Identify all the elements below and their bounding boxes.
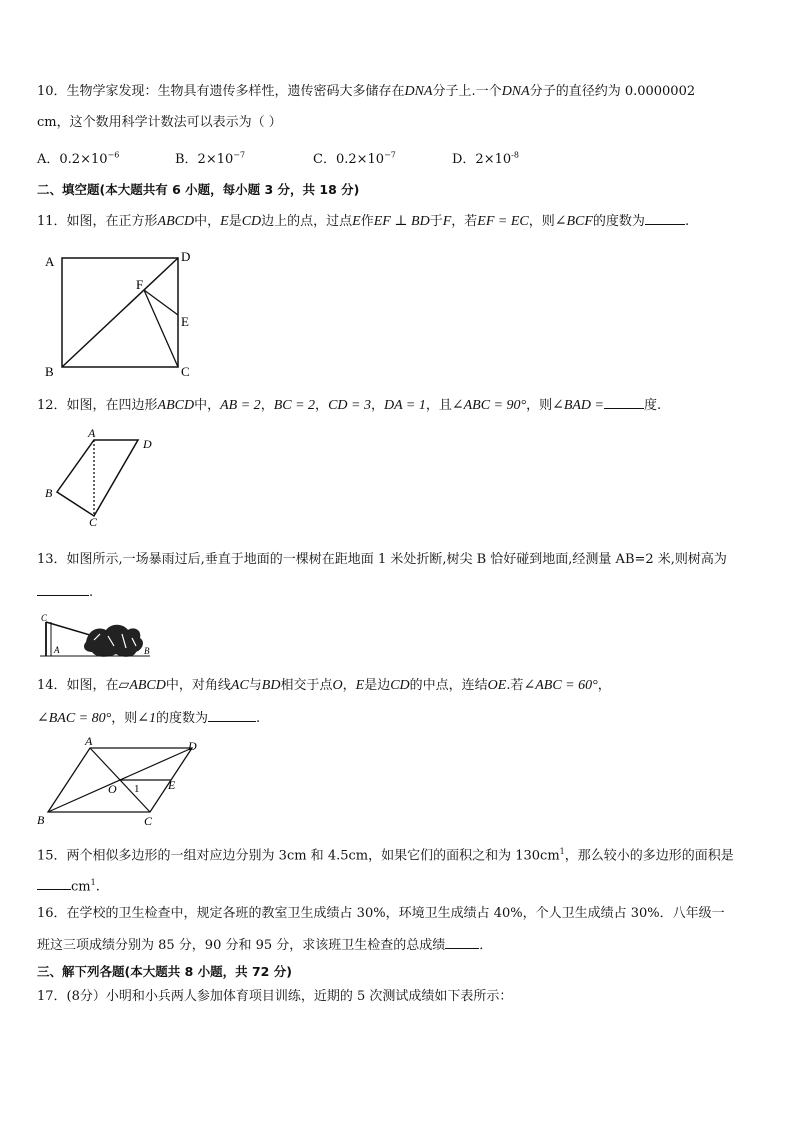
label-angle-1: 1: [134, 783, 140, 795]
label-a: A: [45, 254, 55, 269]
label-c: C: [41, 613, 48, 623]
label-e: E: [168, 778, 176, 792]
label-d: D: [188, 739, 197, 753]
label-b: B: [37, 813, 45, 827]
label-b: B: [45, 364, 54, 379]
label-a: A: [88, 428, 96, 440]
label-a: A: [85, 734, 93, 748]
q10-line2: cm，这个数用科学计数法可以表示为（ ）: [37, 115, 282, 130]
label-b: B: [45, 486, 53, 500]
option-b: B．$2\times 10^{-7}$: [175, 150, 246, 167]
dna-term: DNA: [404, 84, 433, 99]
label-b: B: [144, 646, 150, 656]
option-c: C．$0.2\times 10^{-7}$: [313, 150, 396, 167]
q13-line2: .: [37, 581, 764, 603]
q13-line1: 13．如图所示,一场暴雨过后,垂直于地面的一棵树在距地面 1 米处折断,树尖 B 恰好碰到地面,经测量 AB=2 米,则树高为: [37, 552, 727, 567]
label-c: C: [89, 515, 98, 526]
square-figure: [40, 248, 200, 380]
answer-blank: [208, 707, 256, 722]
q16-line1: 16．在学校的卫生检查中，规定各班的教室卫生成绩占 30%，环境卫生成绩占 40%，个人卫生成绩占 30%．八年级一: [37, 906, 725, 921]
q15-line1: 15．两个相似多边形的一组对应边分别为 3cm 和 4.5cm，如果它们的面积之和为 $130cm^1$，那么较小的多边形的面积是: [37, 847, 734, 864]
section-heading: 二、填空题(本大题共有 6 小题，每小题 3 分，共 18 分): [37, 182, 360, 197]
q14-line1: 14．如图，在▱ABCD中，对角线AC与BD相交于点O，E是边CD的中点，连结OE.若∠ABC = 60°，: [37, 678, 611, 693]
label-d: D: [143, 437, 152, 451]
section-heading: 三、解下列各题(本大题共 8 小题，共 72 分): [37, 964, 292, 979]
answer-blank: [37, 581, 89, 596]
label-c: C: [144, 814, 153, 828]
answer-blank: [604, 394, 644, 409]
label-o: O: [108, 782, 117, 796]
q14-line2: ∠BAC = 80°，则∠1的度数为 .: [37, 707, 764, 729]
answer-blank: [37, 875, 71, 890]
tree-figure: [38, 612, 156, 660]
dna-term: DNA: [501, 84, 530, 99]
q10-line1: 10．生物学家发现：生物具有遗传多样性，遗传密码大多储存在DNA分子上.一个DNA分子的直径约为 0.0000002: [37, 84, 696, 99]
q12-text: 12．如图，在四边形ABCD中，AB = 2，BC = 2，CD = 3，DA = 1，且∠ABC = 90°，则∠BAD = 度.: [37, 394, 764, 416]
q11-text: 11．如图，在正方形ABCD中，E是CD边上的点，过点E作EF ⊥ BD于F，若EF = EC，则∠BCF的度数为 .: [37, 210, 764, 232]
answer-blank: [645, 210, 685, 225]
label-e: E: [181, 314, 189, 329]
parallelogram-figure: [34, 734, 204, 830]
quadrilateral-figure: [42, 428, 162, 526]
label-a: A: [54, 645, 60, 655]
answer-blank: [445, 934, 479, 949]
label-c: C: [181, 364, 190, 379]
label-f: F: [136, 277, 144, 292]
q15-line2: $cm^1$.: [37, 873, 764, 897]
q17-text: 17．(8分）小明和小兵两人参加体育项目训练，近期的 5 次测试成绩如下表所示：: [37, 989, 513, 1004]
option-a: A．$0.2\times 10^{-6}$: [37, 150, 120, 167]
label-d: D: [181, 249, 191, 264]
q16-line2: 班这三项成绩分别为 85 分，90 分和 95 分，求该班卫生检查的总成绩 ．: [37, 934, 764, 956]
option-d: D．$2\times 10^{-8}$: [452, 150, 519, 167]
